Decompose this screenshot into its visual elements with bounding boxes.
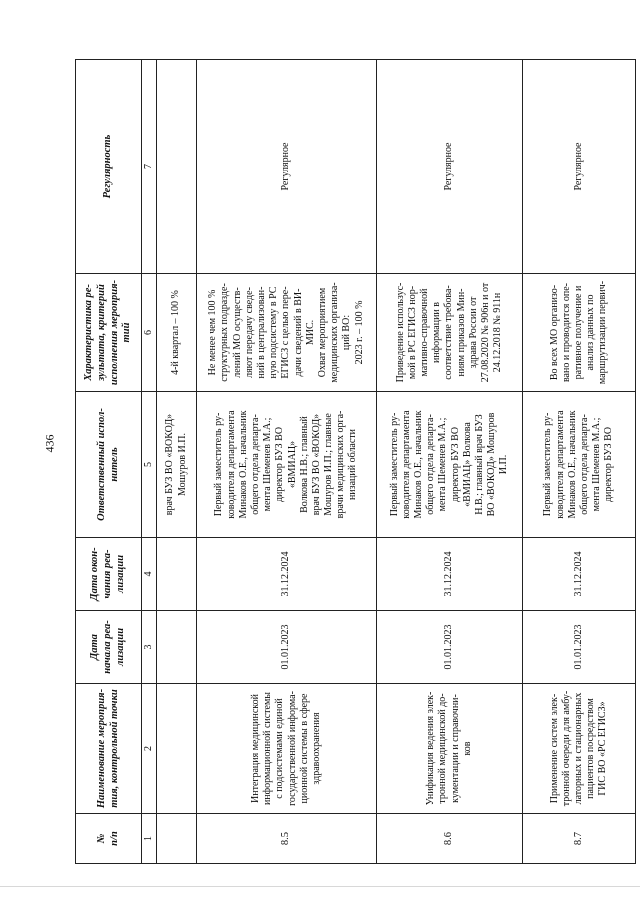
- table-row: [157, 60, 197, 864]
- row-criteria: 4-й квартал – 100 %: [157, 274, 197, 392]
- table-row: [523, 60, 636, 864]
- table-row: [377, 60, 523, 864]
- plan-table: [75, 59, 636, 864]
- row-executor: Первый заместитель ру- ководителя департамента Минаков О.Е., начальник общего отдела департа- мента Шеменев М.А.; директор БУЗ ВО: [523, 392, 636, 538]
- row-name: [157, 684, 197, 814]
- row-start: 01.01.2023: [197, 611, 377, 684]
- header-start: Дата начала реа- лизации: [76, 611, 142, 684]
- colnum-6: 6: [142, 274, 157, 392]
- row-num: [157, 814, 197, 864]
- colnum-2: 2: [142, 684, 157, 814]
- row-name: Унификация ведения элек- тронной медицинской до- кументации и справочни- ков: [377, 684, 523, 814]
- row-num: 8.7: [523, 814, 636, 864]
- header-row: [76, 60, 142, 864]
- header-name: Наименование мероприя- тия, контрольной точки: [76, 684, 142, 814]
- row-criteria: Приведение использус- мой в РС ЕГИСЗ нор- мативно-справочной информации в соответствие требова- ниям приказов Мин- здрава России от 27.08.2020 № 906н и от 24.12.2018 № 911н: [377, 274, 523, 392]
- colnum-3: 3: [142, 611, 157, 684]
- header-num: № п/п: [76, 814, 142, 864]
- colnum-1: 1: [142, 814, 157, 864]
- row-num: 8.6: [377, 814, 523, 864]
- row-executor: Первый заместитель ру- ководителя департамента Минаков О.Е., начальник общего отдела департа- мента Шеменев М.А.; директор БУЗ ВО «ВМИАЦ» Волкова Н.В.; главный врач БУЗ ВО «ВОКОД» Мошуров И.П.: [377, 392, 523, 538]
- header-criteria: Характеристика ре- зультата, критерий исполнения мероприя- тий: [76, 274, 142, 392]
- colnum-5: 5: [142, 392, 157, 538]
- header-end: Дата окон- чания реа- лизации: [76, 538, 142, 611]
- row-name: Интеграция медицинской информационной системы с подсистемами единой государственной информа- ционной системы в сфере здравоохранения: [197, 684, 377, 814]
- row-regularity: Регулярное: [377, 60, 523, 274]
- row-start: 01.01.2023: [523, 611, 636, 684]
- rotated-page: [75, 60, 620, 864]
- row-start: [157, 611, 197, 684]
- row-end: [157, 538, 197, 611]
- row-end: 31.12.2024: [377, 538, 523, 611]
- row-regularity: Регулярное: [197, 60, 377, 274]
- row-regularity: Регулярное: [523, 60, 636, 274]
- row-name: Применение систем элек- тронной очереди для амбу- латорных и стационарных пациентов посредством ГИС ВО «РС ЕГИСЗ»: [523, 684, 636, 814]
- colnum-4: 4: [142, 538, 157, 611]
- row-start: 01.01.2023: [377, 611, 523, 684]
- row-executor: Первый заместитель ру- ководителя департамента Минаков О.Е., начальник общего отдела департа- мента Шеменев М.А.; директор БУЗ ВО «ВМИАЦ» Волкова Н.В.; главный врач БУЗ ВО «ВОКОД» Мошуров И.П.; главные врачи медицинских орга- низаций области: [197, 392, 377, 538]
- scan-edge-line: [0, 886, 640, 887]
- header-executor: Ответственный испол- нитель: [76, 392, 142, 538]
- row-criteria: Не менее чем 100 % структурных подразде- лений МО осуществ- ляют передачу сведе- ний в централизован- ную подсистему в РС ЕГИСЗ с целью пере- дачи сведений в ВИ- МИС. Охват мероприятием медицинских организа- ций ВО: 2023 г. – 100 %: [197, 274, 377, 392]
- column-number-row: [142, 60, 157, 864]
- page-number: 436: [42, 434, 57, 453]
- row-end: 31.12.2024: [197, 538, 377, 611]
- row-end: 31.12.2024: [523, 538, 636, 611]
- row-num: 8.5: [197, 814, 377, 864]
- row-criteria: Во всех МО организо- вано и проводится опе- ративное получение и анализ данных по маршрутизации первич-: [523, 274, 636, 392]
- table-row: [197, 60, 377, 864]
- row-executor: врач БУЗ ВО «ВОКОД» Мошуров И.П.: [157, 392, 197, 538]
- header-regularity: Регулярность: [76, 60, 142, 274]
- colnum-7: 7: [142, 60, 157, 274]
- row-regularity: [157, 60, 197, 274]
